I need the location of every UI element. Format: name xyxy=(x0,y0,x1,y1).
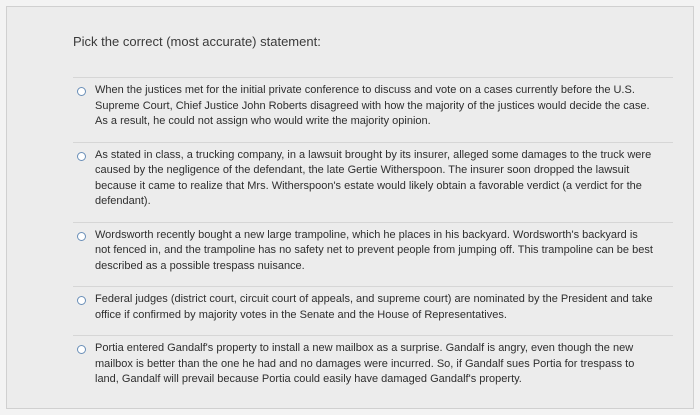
answer-option-2-text: As stated in class, a trucking company, in a lawsuit brought by its insurer, alleged some damages to the truck were caused by the negligence of the defendant, the late Gertie Witherspoon. The insurer soon dropped the lawsuit because it came to realize that Mrs. Witherspoon's estate would likely obtain a favorable verdict (a verdict for the defendant). xyxy=(95,148,652,207)
answer-option-4[interactable] xyxy=(73,286,673,329)
answer-option-3-text: Wordsworth recently bought a new large trampoline, which he places in his backyard. Wordsworth's backyard is not fenced in, and the trampoline has no safety net to prevent people from jumping off. This trampoline can be best described as a possible trespass nuisance. xyxy=(95,228,653,272)
radio-button-2[interactable] xyxy=(77,152,86,161)
question-panel xyxy=(6,6,694,409)
answer-option-1-text: When the justices met for the initial private conference to discuss and vote on a cases currently before the U.S. Supreme Court, Chief Justice John Roberts disagreed with how the majority of the justices would decide the case. As a result, he could not assign who would write the majority opinion. xyxy=(95,84,650,127)
answer-option-2[interactable] xyxy=(73,142,673,216)
answer-option-3[interactable] xyxy=(73,222,673,281)
answer-option-5-text: Portia entered Gandalf's property to install a new mailbox as a surprise. Gandalf is angry, even though the new mailbox is better than the one he had and no damages were incurred. So, if Gandalf sues Portia for trespass to land, Gandalf will prevail because Portia could easily have damaged Gandalf's property. xyxy=(95,342,635,385)
answer-options xyxy=(73,77,673,394)
radio-button-1[interactable] xyxy=(77,87,86,96)
answer-option-1[interactable] xyxy=(73,77,673,136)
radio-button-4[interactable] xyxy=(77,296,86,305)
radio-button-5[interactable] xyxy=(77,345,86,354)
answer-option-4-text: Federal judges (district court, circuit court of appeals, and supreme court) are nominated by the President and take office if confirmed by majority votes in the Senate and the House of Representatives. xyxy=(95,293,653,321)
radio-button-3[interactable] xyxy=(77,232,86,241)
answer-option-5[interactable] xyxy=(73,335,673,394)
question-prompt: Pick the correct (most accurate) statement: xyxy=(73,34,321,49)
